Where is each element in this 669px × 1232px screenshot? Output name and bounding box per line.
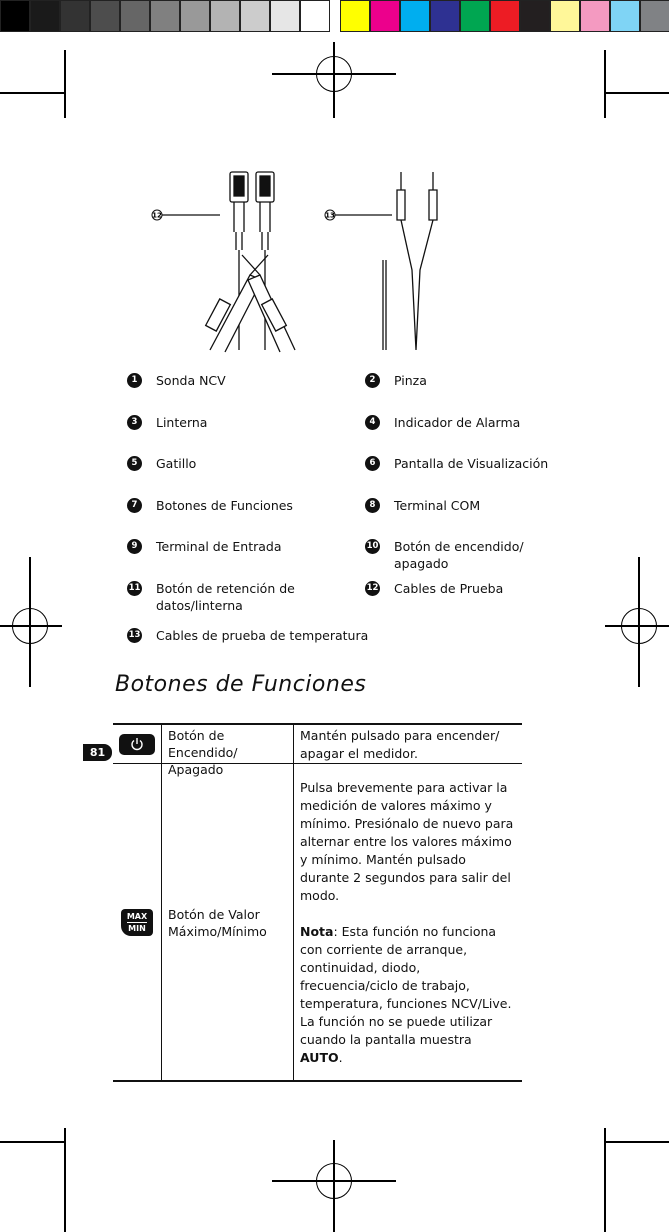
table-row: [113, 723, 522, 777]
note-paragraph: Nota: Esta función no funciona con corriente de arranque, continuidad, diodo, frecuencia/ciclo de trabajo, temperatura, funciones NCV/Live. La función no se puede utilizar cuando la pantalla muestra AUTO.: [300, 924, 512, 1065]
power-icon: [119, 734, 155, 755]
legend-item: [127, 538, 282, 555]
color-swatch: [520, 0, 550, 32]
legend-number: 12: [365, 581, 380, 596]
gray-swatch: [270, 0, 300, 32]
legend-item: [365, 372, 427, 389]
color-swatch: [580, 0, 610, 32]
legend-item: [127, 580, 366, 614]
legend-item: [127, 455, 196, 472]
legend-number: 3: [127, 415, 142, 430]
legend-number: 5: [127, 456, 142, 471]
button-description: [294, 764, 522, 1080]
color-swatch: [460, 0, 490, 32]
gray-swatch: [240, 0, 270, 32]
legend-number: 1: [127, 373, 142, 388]
test-leads-illustration: [150, 160, 530, 355]
color-swatch: [430, 0, 460, 32]
gray-swatch: [60, 0, 90, 32]
legend-label: Gatillo: [156, 456, 197, 471]
callout-12: 12: [152, 211, 162, 220]
legend-item: [365, 414, 520, 431]
table-row: [113, 764, 522, 1082]
color-swatch: [340, 0, 370, 32]
gray-swatch: [180, 0, 210, 32]
legend-item: [365, 580, 503, 597]
legend-label: Botones de Funciones: [156, 498, 293, 513]
legend-number: 11: [127, 581, 142, 596]
legend-number: 2: [365, 373, 380, 388]
legend-number: 6: [365, 456, 380, 471]
section-title: Botones de Funciones: [115, 672, 367, 697]
color-swatch: [490, 0, 520, 32]
legend-item: [365, 497, 480, 514]
button-description: Mantén pulsado para encender/ apagar el medidor.: [300, 728, 500, 761]
note-label: Nota: [300, 924, 334, 939]
legend-label: Sonda NCV: [156, 373, 226, 388]
note-strong: AUTO: [300, 1050, 339, 1065]
legend-number: 10: [365, 539, 380, 554]
process-color-bar: [340, 0, 669, 32]
legend-label: Terminal COM: [394, 498, 481, 513]
legend-item: [365, 538, 549, 572]
button-name: Botón de Valor Máximo/Mínimo: [162, 764, 294, 1080]
legend-label: Linterna: [156, 415, 208, 430]
legend-number: 4: [365, 415, 380, 430]
gray-swatch: [0, 0, 30, 32]
color-swatch: [550, 0, 580, 32]
legend-item: [127, 627, 368, 644]
color-swatch: [370, 0, 400, 32]
legend-item: [127, 497, 293, 514]
legend-item: [365, 455, 548, 472]
legend-label: Pantalla de Visualización: [394, 456, 549, 471]
gray-swatch: [300, 0, 330, 32]
gray-swatch: [150, 0, 180, 32]
color-swatch: [400, 0, 430, 32]
legend-number: 8: [365, 498, 380, 513]
gray-swatch: [30, 0, 60, 32]
legend-number: 7: [127, 498, 142, 513]
legend-label: Botón de retención de datos/linterna: [156, 581, 295, 613]
legend-item: [127, 372, 226, 389]
legend-label: Cables de Prueba: [394, 581, 504, 596]
callout-13: 13: [325, 211, 335, 220]
legend-label: Cables de prueba de temperatura: [156, 628, 369, 643]
function-buttons-table: [113, 723, 522, 1082]
description-paragraph: Pulsa brevemente para activar la medición de valores máximo y mínimo. Presiónalo de nuevo para alternar entre los valores máximo y mínimo. Mantén pulsado durante 2 segundos para salir del modo.: [300, 780, 514, 903]
legend-label: Botón de encendido/ apagado: [394, 539, 524, 571]
legend-label: Terminal de Entrada: [156, 539, 282, 554]
gray-swatch: [90, 0, 120, 32]
gray-swatch: [120, 0, 150, 32]
max-min-icon: MAX MIN: [121, 909, 153, 936]
legend-number: 13: [127, 628, 142, 643]
legend-label: Pinza: [394, 373, 427, 388]
page-number: 81: [83, 744, 112, 761]
color-swatch: [640, 0, 669, 32]
legend-number: 9: [127, 539, 142, 554]
legend-item: [127, 414, 207, 431]
gray-color-bar: [0, 0, 330, 32]
button-name: Botón de Encendido/ Apagado: [162, 725, 294, 763]
gray-swatch: [210, 0, 240, 32]
color-swatch: [610, 0, 640, 32]
legend-label: Indicador de Alarma: [394, 415, 521, 430]
